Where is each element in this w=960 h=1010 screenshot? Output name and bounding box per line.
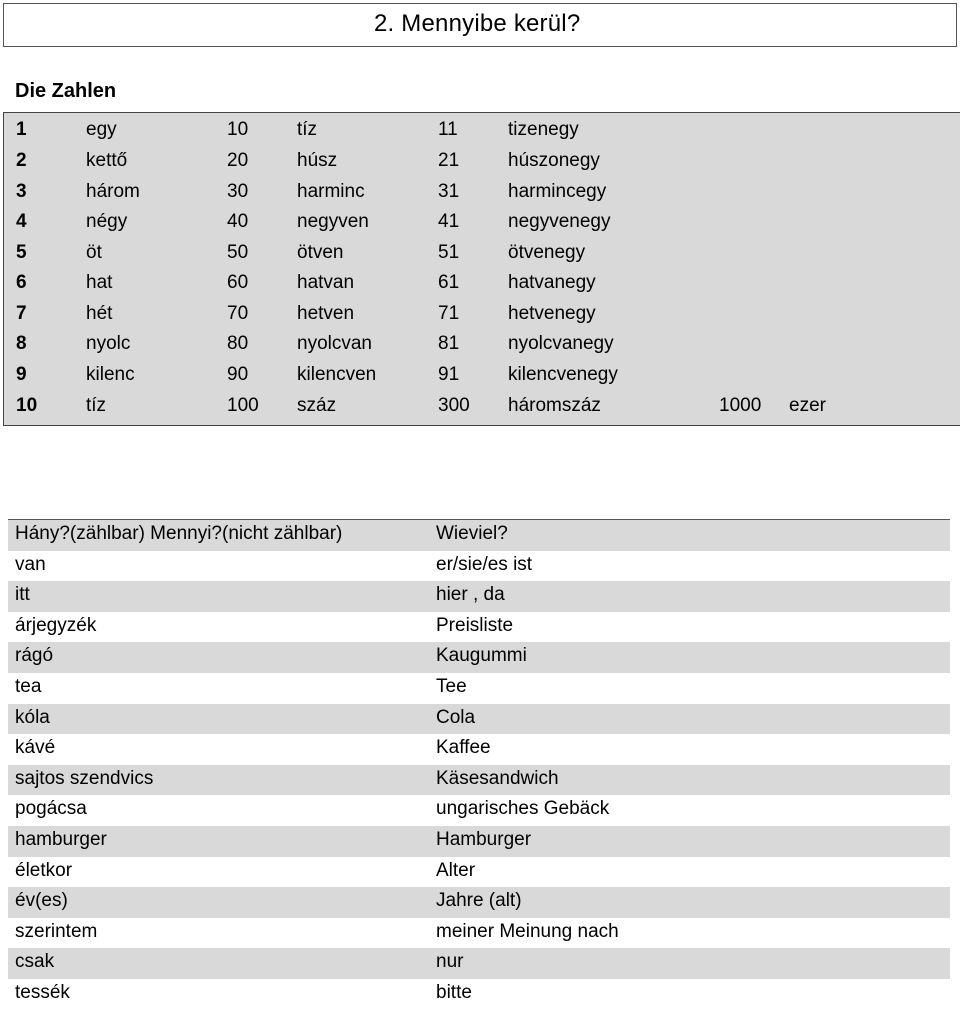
german-translation: Hamburger: [436, 828, 532, 850]
vocabulary-row: [8, 765, 950, 796]
number-cell: nyolcvan: [297, 333, 372, 354]
number-row: [4, 117, 960, 147]
number-cell: 11: [438, 119, 458, 140]
german-translation: Jahre (alt): [436, 890, 522, 912]
hungarian-word: év(es): [15, 890, 68, 912]
number-cell: tíz: [86, 394, 107, 416]
vocabulary-row: [8, 795, 950, 826]
vocabulary-table: [8, 519, 950, 1010]
number-cell: ezer: [789, 394, 826, 416]
page-title: 2. Mennyibe kerül?: [374, 10, 581, 37]
number-row: [4, 240, 960, 270]
hungarian-word: sajtos szendvics: [15, 767, 154, 789]
german-translation: Kaffee: [436, 737, 491, 759]
numbers-table: [3, 112, 960, 426]
number-cell: kilencvenegy: [508, 363, 618, 385]
number-row: [4, 362, 960, 392]
number-cell: 40: [227, 211, 249, 232]
number-cell: nyolcvanegy: [508, 333, 614, 354]
german-translation: Tee: [436, 675, 467, 697]
number-row: [4, 209, 960, 239]
german-translation: meiner Meinung nach: [436, 920, 619, 942]
hungarian-word: hamburger: [15, 828, 107, 850]
vocabulary-row: [8, 704, 950, 735]
number-row: [4, 148, 960, 178]
number-cell: ötvenegy: [508, 241, 586, 263]
number-cell: ötven: [297, 241, 344, 263]
number-cell: 50: [227, 241, 249, 263]
hungarian-word: kávé: [15, 737, 56, 759]
number-row: [4, 270, 960, 300]
number-cell: 7: [16, 302, 27, 324]
number-cell: 41: [438, 211, 460, 232]
number-cell: 70: [227, 302, 249, 324]
number-cell: 91: [438, 363, 460, 385]
number-cell: harminc: [297, 180, 365, 202]
number-cell: 21: [438, 150, 460, 171]
number-cell: egy: [86, 119, 117, 140]
number-cell: három: [86, 180, 140, 202]
number-cell: húsz: [297, 150, 338, 171]
number-cell: 1000: [719, 394, 762, 416]
number-row: [4, 331, 960, 361]
number-row: [4, 393, 960, 423]
german-translation: Alter: [436, 859, 476, 881]
number-row: [4, 301, 960, 331]
number-row: [4, 179, 960, 209]
german-translation: Käsesandwich: [436, 767, 559, 789]
hungarian-word: kóla: [15, 706, 50, 728]
number-cell: negyvenegy: [508, 211, 611, 232]
number-cell: negyven: [297, 211, 369, 232]
number-cell: 80: [227, 333, 249, 354]
number-cell: harmincegy: [508, 180, 607, 202]
number-cell: hat: [86, 272, 113, 293]
number-cell: hatvan: [297, 272, 355, 293]
number-cell: 60: [227, 272, 249, 293]
hungarian-word: van: [15, 553, 46, 575]
number-cell: 71: [438, 302, 460, 324]
number-cell: 300: [438, 394, 470, 416]
hungarian-word: életkor: [15, 859, 73, 881]
hungarian-word: rágó: [15, 645, 54, 667]
number-cell: 20: [227, 150, 249, 171]
number-cell: kilenc: [86, 363, 135, 385]
number-cell: 61: [438, 272, 460, 293]
number-cell: négy: [86, 211, 128, 232]
hungarian-word: szerintem: [15, 920, 98, 942]
title-box: [3, 3, 957, 47]
hungarian-word: itt: [15, 584, 30, 606]
german-translation: ungarisches Gebäck: [436, 798, 610, 820]
number-cell: hetvenegy: [508, 302, 596, 324]
hungarian-word: árjegyzék: [15, 614, 97, 636]
vocabulary-row: [8, 612, 950, 643]
number-cell: kilencven: [297, 363, 377, 385]
hungarian-word: Hány?(zählbar) Mennyi?(nicht zählbar): [15, 523, 343, 544]
number-cell: 10: [227, 119, 249, 140]
vocabulary-row: [8, 857, 950, 888]
number-cell: háromszáz: [508, 394, 601, 416]
number-cell: hetven: [297, 302, 355, 324]
german-translation: er/sie/es ist: [436, 553, 533, 575]
german-translation: Wieviel?: [436, 523, 508, 544]
number-cell: kettő: [86, 150, 128, 171]
number-cell: öt: [86, 241, 102, 263]
number-cell: tizenegy: [508, 119, 579, 140]
vocabulary-row: [8, 734, 950, 765]
hungarian-word: tessék: [15, 981, 70, 1003]
vocabulary-row: [8, 551, 950, 582]
vocabulary-row: [8, 673, 950, 704]
german-translation: bitte: [436, 981, 472, 1003]
hungarian-word: tea: [15, 675, 42, 697]
number-cell: 31: [438, 180, 460, 202]
number-cell: 100: [227, 394, 259, 416]
number-cell: 51: [438, 241, 460, 263]
number-cell: 2: [16, 150, 27, 171]
number-cell: nyolc: [86, 333, 131, 354]
number-cell: 90: [227, 363, 249, 385]
number-cell: tíz: [297, 119, 318, 140]
number-cell: 10: [16, 394, 38, 416]
german-translation: Cola: [436, 706, 476, 728]
vocabulary-row: [8, 979, 950, 1010]
german-translation: hier , da: [436, 584, 505, 606]
number-cell: 8: [16, 333, 27, 354]
vocabulary-header-row: [8, 520, 950, 551]
number-cell: 4: [16, 211, 27, 232]
number-cell: száz: [297, 394, 337, 416]
number-cell: 81: [438, 333, 460, 354]
number-cell: 5: [16, 241, 27, 263]
hungarian-word: pogácsa: [15, 798, 87, 820]
vocabulary-row: [8, 581, 950, 612]
german-translation: nur: [436, 951, 464, 973]
number-cell: 1: [16, 119, 27, 140]
number-cell: 9: [16, 363, 27, 385]
vocabulary-row: [8, 887, 950, 918]
number-cell: 6: [16, 272, 27, 293]
german-translation: Kaugummi: [436, 645, 527, 667]
hungarian-word: csak: [15, 951, 55, 973]
german-translation: Preisliste: [436, 614, 514, 636]
number-cell: húszonegy: [508, 150, 600, 171]
number-cell: hatvanegy: [508, 272, 596, 293]
number-cell: 3: [16, 180, 27, 202]
number-cell: 30: [227, 180, 249, 202]
vocabulary-row: [8, 826, 950, 857]
vocabulary-row: [8, 642, 950, 673]
number-cell: hét: [86, 302, 113, 324]
numbers-heading: Die Zahlen: [15, 80, 117, 102]
vocabulary-row: [8, 918, 950, 949]
vocabulary-row: [8, 948, 950, 979]
